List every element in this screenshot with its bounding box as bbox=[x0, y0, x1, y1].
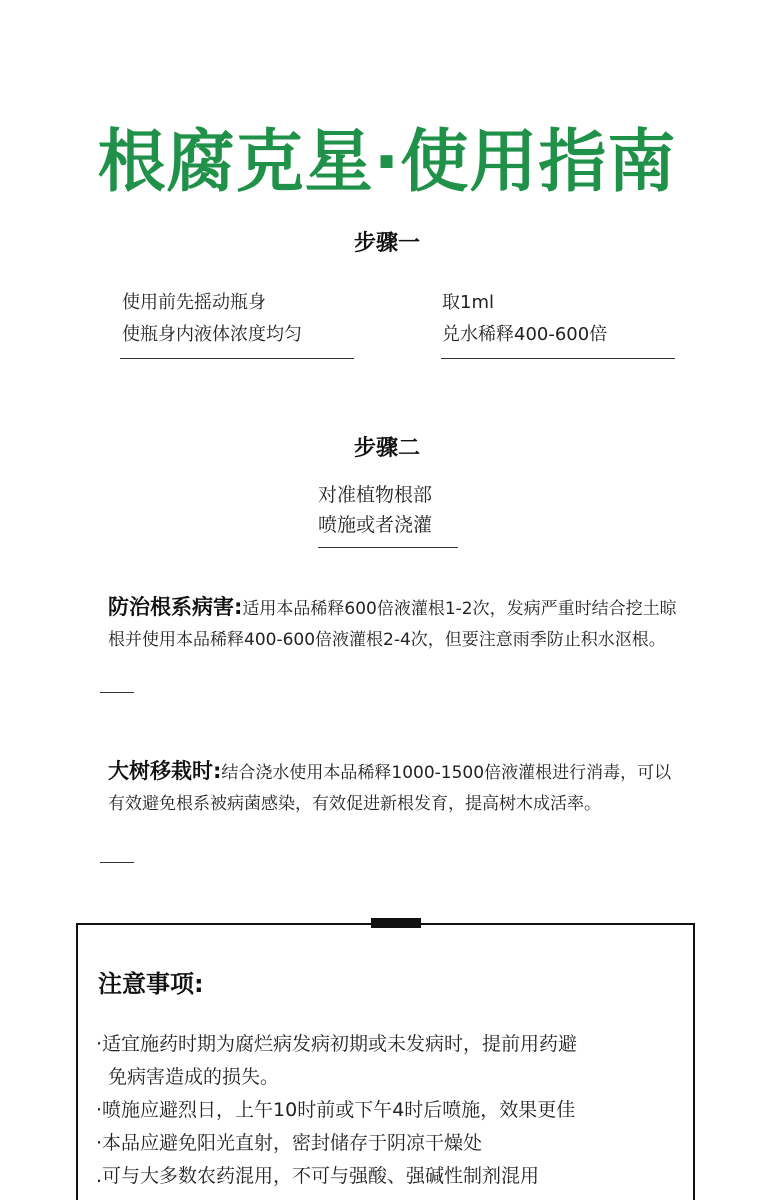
step1-right-instructions bbox=[442, 287, 607, 351]
notice-item-continuation: 免病害造成的损失。 bbox=[108, 1066, 280, 1088]
step1-left-line: 使瓶身内液体浓度均匀 bbox=[122, 324, 302, 345]
notice-box-tab bbox=[371, 918, 421, 928]
divider bbox=[441, 358, 675, 359]
notice-item-text: ·本品应避免阳光直射，密封储存于阴凉干燥处 bbox=[96, 1132, 483, 1154]
divider bbox=[318, 547, 458, 548]
notice-title: 注意事项: bbox=[98, 970, 204, 998]
divider bbox=[120, 358, 354, 359]
step2-line: 对准植物根部 bbox=[318, 484, 433, 506]
step2-instructions bbox=[318, 480, 432, 540]
page-title: 根腐克星·使用指南 bbox=[97, 123, 677, 202]
notice-item bbox=[96, 1094, 686, 1127]
notice-item bbox=[96, 1160, 686, 1193]
notice-item-text: ·适宜施药时期为腐烂病发病初期或未发病时，提前用药避 bbox=[96, 1033, 578, 1055]
notice-item-text: ·喷施应避烈日，上午10时前或下午4时后喷施，效果更佳 bbox=[96, 1099, 576, 1121]
root-disease-lead: 防治根系病害: bbox=[108, 595, 243, 619]
step1-left-line: 使用前先摇动瓶身 bbox=[122, 292, 266, 313]
step1-left-instructions bbox=[122, 287, 302, 351]
short-divider bbox=[100, 692, 134, 693]
step1-right-line: 兑水稀释400-600倍 bbox=[442, 324, 608, 345]
notice-item bbox=[96, 1028, 686, 1094]
notice-item bbox=[96, 1127, 686, 1160]
tree-transplant-paragraph bbox=[108, 756, 688, 820]
step1-right-line: 取1ml bbox=[442, 292, 494, 313]
short-divider bbox=[100, 862, 134, 863]
tree-transplant-text: 结合浇水使用本品稀释1000-1500倍液灌根进行消毒，可以有效避免根系被病菌感染，有效促进新根发育，提高树木成活率。 bbox=[108, 763, 672, 814]
notice-item-text: .可与大多数农药混用，不可与强酸、强碱性制剂混用 bbox=[96, 1165, 540, 1187]
step1-heading: 步骤一 bbox=[353, 231, 420, 256]
tree-transplant-lead: 大树移栽时: bbox=[108, 759, 222, 783]
root-disease-text: 适用本品稀释600倍液灌根1-2次，发病严重时结合挖土晾根并使用本品稀释400-600倍液灌根2-4次，但要注意雨季防止积水沤根。 bbox=[108, 599, 677, 650]
step2-line: 喷施或者浇灌 bbox=[318, 514, 433, 536]
notice-list bbox=[96, 1028, 686, 1193]
step2-heading: 步骤二 bbox=[353, 436, 420, 461]
root-disease-paragraph bbox=[108, 592, 688, 656]
